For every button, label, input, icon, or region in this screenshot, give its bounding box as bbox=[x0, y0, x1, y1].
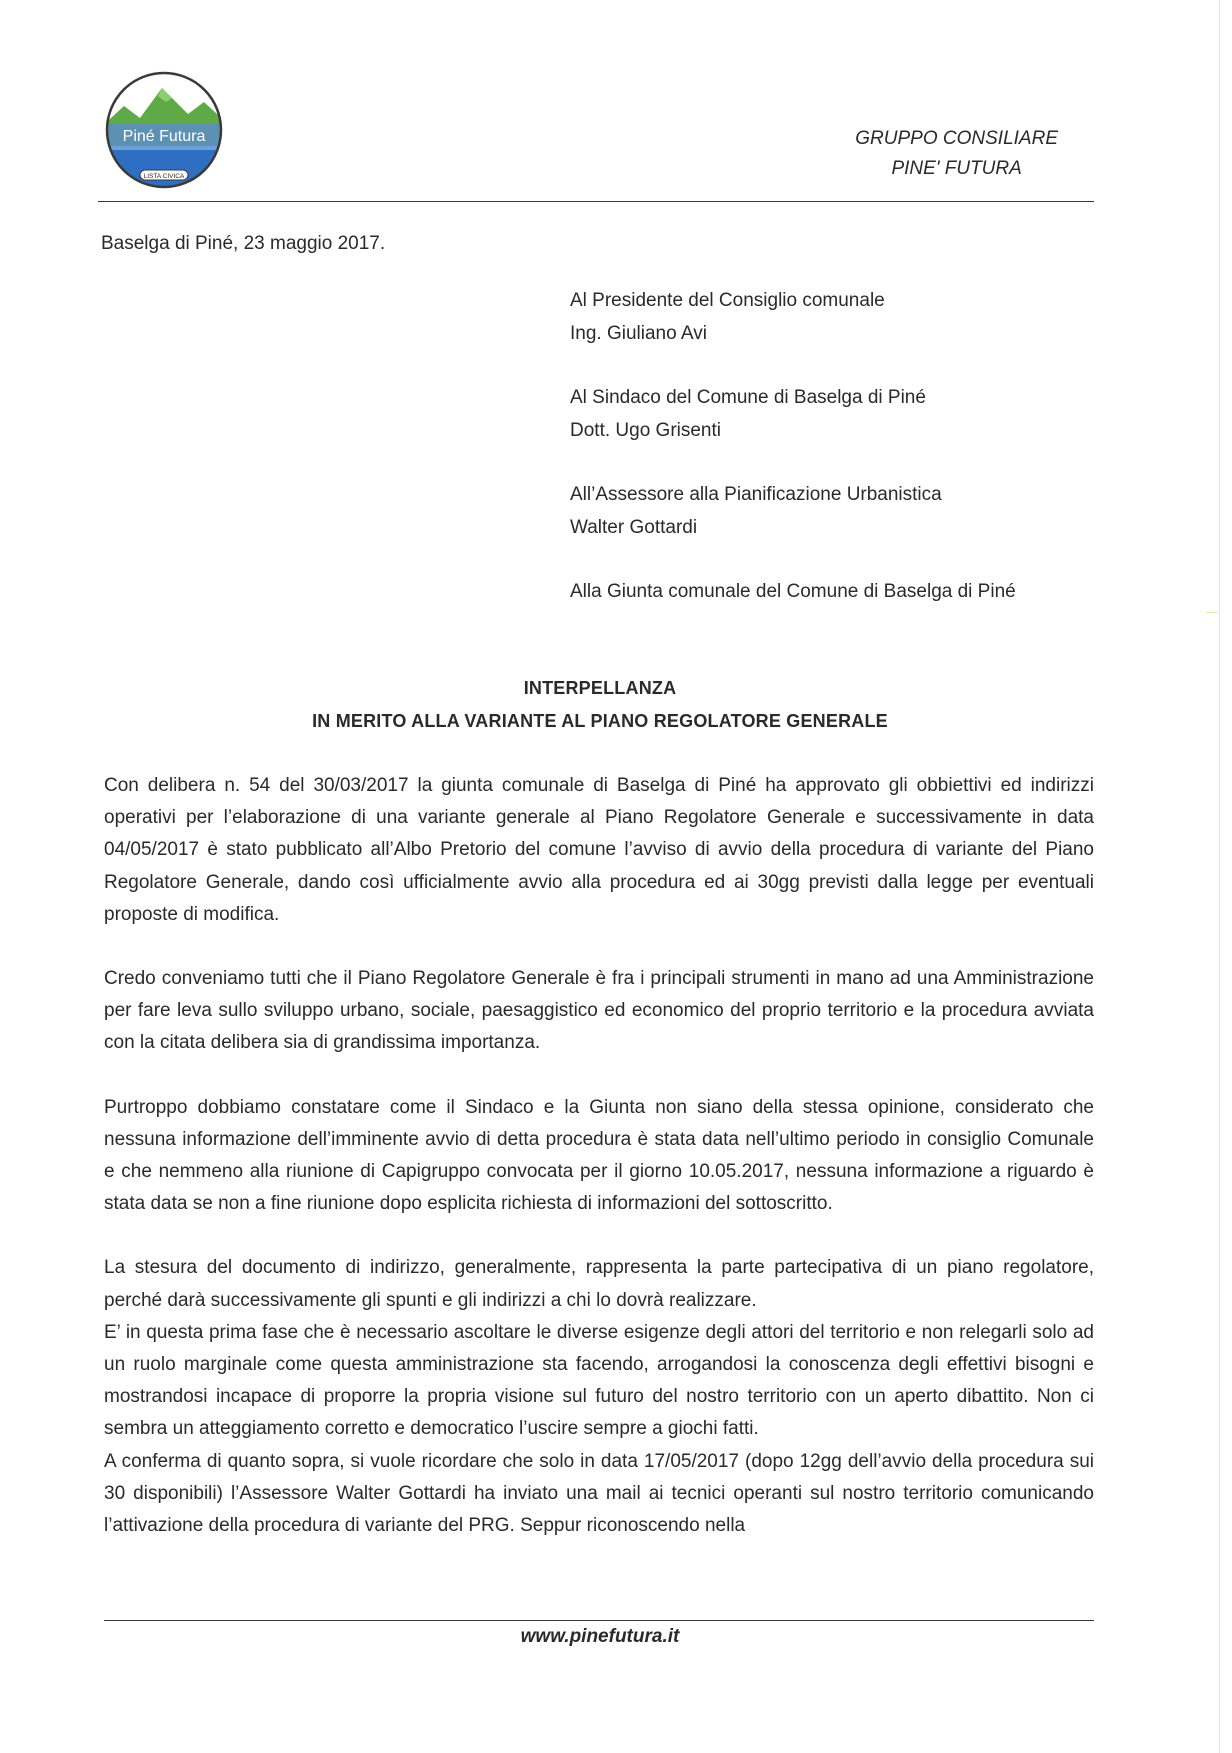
recipient-line: Walter Gottardi bbox=[570, 517, 698, 538]
body-paragraph: A conferma di quanto sopra, si vuole ricordare che solo in data 17/05/2017 (dopo 12gg dell’avvio della procedura sui 30 disponibili) l’Assessore Walter Gottardi ha inviato una mail ai tecnici operanti sul nostro territorio comunicando l’attivazione della procedura di variante del PRG. Seppur riconoscendo nella bbox=[104, 1450, 1094, 1537]
body-paragraph: Purtroppo dobbiamo constatare come il Sindaco e la Giunta non siano della stessa opinione, considerato che nessuna informazione dell’imminente avvio di detta procedura è stata data nell’ultimo periodo in consiglio Comunale e che nemmeno alla riunione di Capigruppo convocata per il giorno 10.05.2017, nessuna informazione a riguardo è stata data se non a fine riunione dopo esplicita richiesta di informazioni del sottoscritto. bbox=[104, 1096, 1094, 1215]
subject-heading bbox=[0, 672, 1200, 738]
date-line: Baselga di Piné, 23 maggio 2017. bbox=[101, 233, 386, 254]
footer-website-link[interactable]: www.pinefutura.it bbox=[520, 1626, 680, 1647]
pine-futura-logo bbox=[100, 66, 228, 194]
group-header-line1: GRUPPO CONSILIARE bbox=[855, 128, 1058, 149]
body-paragraph: Con delibera n. 54 del 30/03/2017 la giunta comunale di Baselga di Piné ha approvato gli obbiettivi ed indirizzi operativi per l’elaborazione di una variante generale al Piano Regolatore Generale e successivamente in data 04/05/2017 è stato pubblicato all’Albo Pretorio del comune l’avviso di avvio della procedura di variante del Piano Regolatore Generale, dando così ufficialmente avvio alla procedura ed ai 30gg previsti dalla legge per eventuali proposte di modifica. bbox=[104, 775, 1094, 925]
group-header bbox=[855, 124, 1058, 184]
recipient-line: Dott. Ugo Grisenti bbox=[570, 420, 721, 441]
recipient-mayor bbox=[570, 381, 1016, 447]
recipient-council bbox=[570, 575, 1016, 608]
body-paragraph: E’ in questa prima fase che è necessario ascoltare le diverse esigenze degli attori del territorio e non relegarli solo ad un ruolo marginale come questa amministrazione sta facendo, arrogandosi la conoscenza degli effettivi bisogni e mostrandosi incapace di proporre la propria visione sul futuro del nostro territorio con un aperto dibattito. Non ci sembra un atteggiamento corretto e democratico l’uscire sempre a giochi fatti. bbox=[104, 1321, 1094, 1440]
header-divider bbox=[98, 201, 1094, 202]
body-paragraph: Credo conveniamo tutti che il Piano Regolatore Generale è fra i principali strumenti in mano ad una Amministrazione per fare leva sullo sviluppo urbano, sociale, paesaggistico ed economico del proprio territorio e la procedura avviata con la citata delibera sia di grandissima importanza. bbox=[104, 968, 1094, 1054]
logo-tagline: LISTA CIVICA bbox=[143, 173, 185, 180]
recipient-line: Al Sindaco del Comune di Baselga di Piné bbox=[570, 387, 926, 408]
recipient-assessor bbox=[570, 478, 1016, 544]
recipients-block bbox=[570, 284, 1016, 639]
recipient-line: Ing. Giuliano Avi bbox=[570, 323, 707, 344]
recipient-line: Al Presidente del Consiglio comunale bbox=[570, 290, 885, 311]
recipient-line: All’Assessore alla Pianificazione Urbanistica bbox=[570, 484, 942, 505]
pine-futura-logo-graphic bbox=[100, 66, 228, 194]
recipient-president bbox=[570, 284, 1016, 350]
page-edge-line bbox=[1219, 0, 1220, 1753]
subject-line2: IN MERITO ALLA VARIANTE AL PIANO REGOLATORE GENERALE bbox=[312, 711, 888, 731]
logo-name: Piné Futura bbox=[122, 128, 206, 145]
body-paragraph: La stesura del documento di indirizzo, generalmente, rappresenta la parte partecipativa di un piano regolatore, perché darà successivamente gli spunti e gli indirizzi a chi lo dovrà realizzare. bbox=[104, 1257, 1094, 1311]
footer-divider bbox=[104, 1620, 1094, 1621]
subject-line1: INTERPELLANZA bbox=[523, 678, 677, 698]
recipient-line: Alla Giunta comunale del Comune di Baselga di Piné bbox=[570, 581, 1016, 602]
letter-body bbox=[104, 770, 1094, 1542]
page-edge-mark bbox=[1206, 612, 1218, 613]
group-header-line2: PINE' FUTURA bbox=[891, 158, 1022, 179]
